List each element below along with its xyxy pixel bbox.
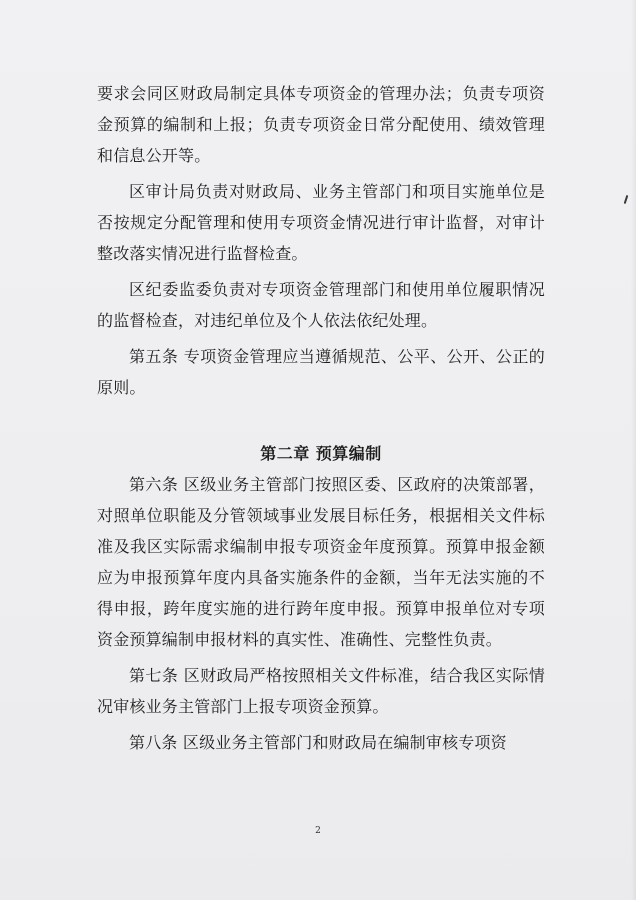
- page-edge-shadow: [631, 0, 636, 900]
- paragraph-article-5: 第五条 专项资金管理应当遵循规范、公平、公开、公正的原则。: [97, 347, 545, 397]
- paragraph-article-7: 第七条 区财政局严格按照相关文件标准，结合我区实际情况审核业务主管部门上报专项资金预算。: [97, 666, 545, 716]
- paragraph-article-6: 第六条 区级业务主管部门按照区委、区政府的决策部署，对照单位职能及分管领域事业发展目标任务，根据相关文件标准及我区实际需求编制申报专项资金年度预算。预算申报金额应为申报预算年度内具备实施条件的金额，当年无法实施的不得申报，跨年度实施的进行跨年度申报。预算申报单位对专项资金预算编制申报材料的真实性、准确性、完整性负责。: [97, 475, 545, 649]
- paragraph-article-8: 第八条 区级业务主管部门和财政局在编制审核专项资: [129, 733, 507, 752]
- paragraph-discipline-commission: 区纪委监委负责对专项资金管理部门和使用单位履职情况的监督检查，对违纪单位及个人依法依纪处理。: [97, 280, 545, 330]
- document-body: [97, 78, 545, 763]
- paper-mark: [624, 195, 629, 204]
- page-number: 2: [315, 826, 321, 836]
- paragraph-audit-bureau: 区审计局负责对财政局、业务主管部门和项目实施单位是否按规定分配管理和使用专项资金情况进行审计监督，对审计整改落实情况进行监督检查。: [97, 182, 545, 263]
- paragraph-continuation: 要求会同区财政局制定具体专项资金的管理办法；负责专项资金预算的编制和上报；负责专项资金日常分配使用、绩效管理和信息公开等。: [97, 84, 545, 165]
- chapter-title: 第二章 预算编制: [260, 444, 382, 463]
